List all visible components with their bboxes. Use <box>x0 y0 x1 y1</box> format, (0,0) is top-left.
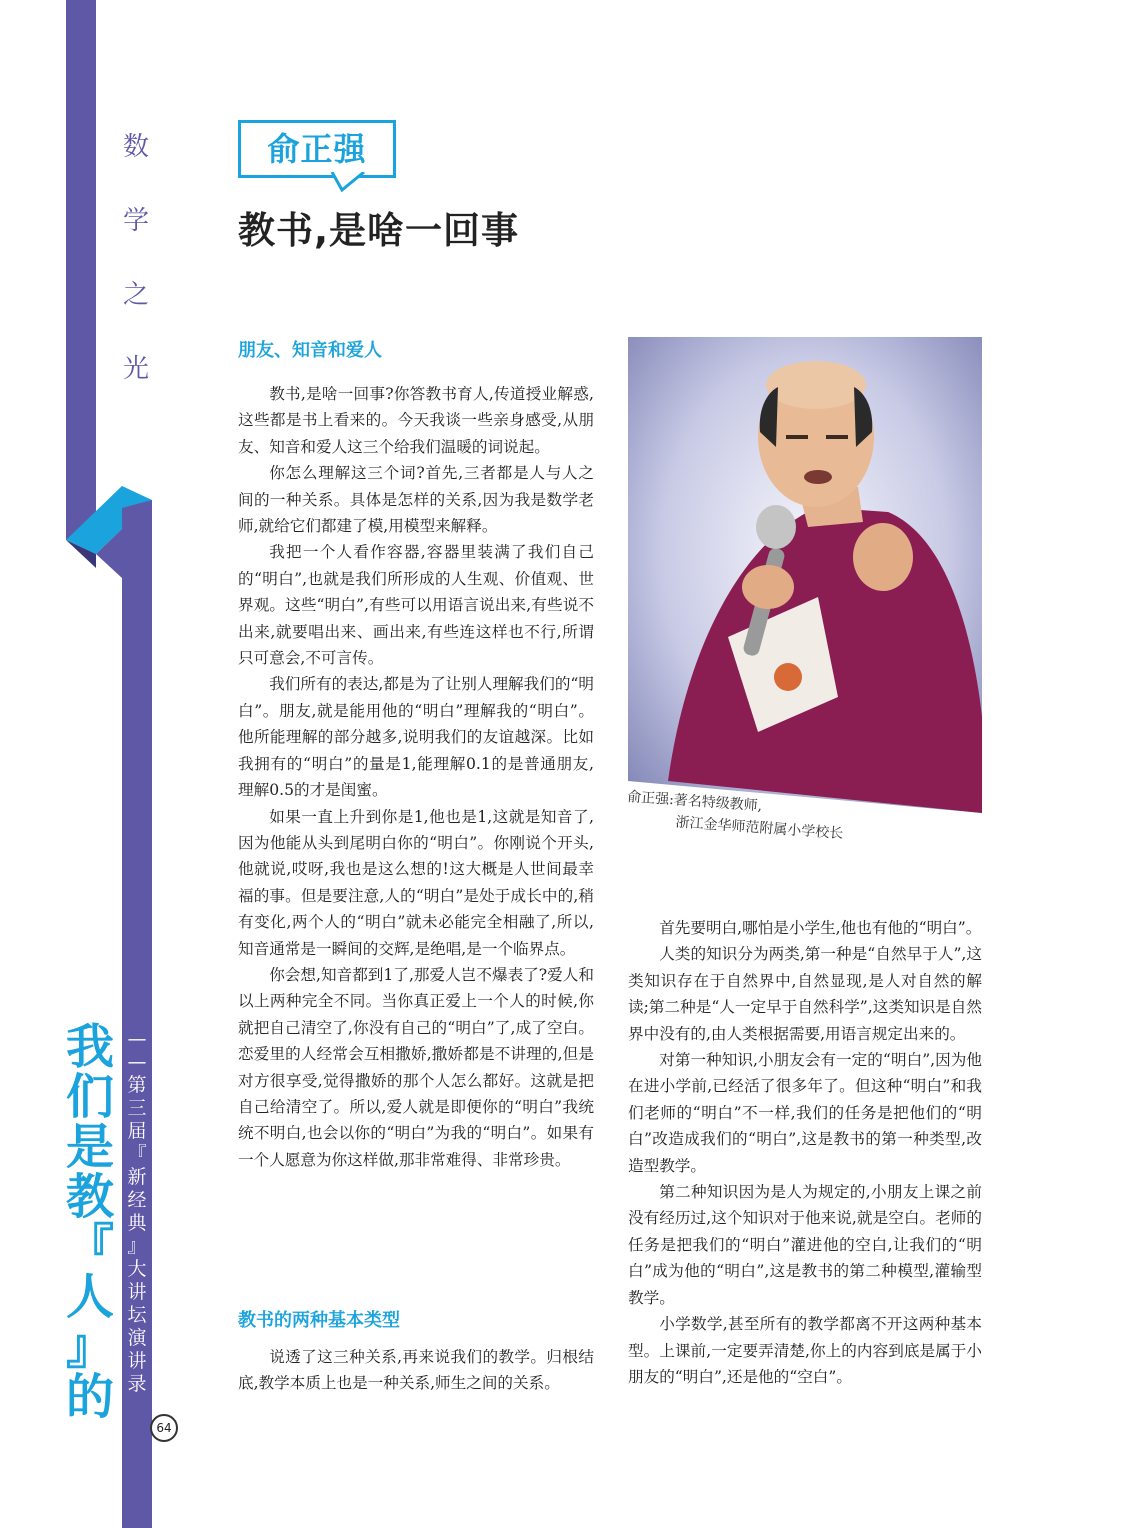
column-big-title <box>62 1019 118 1425</box>
section-heading: 教书的两种基本类型 <box>238 1310 400 1331</box>
subtitle-char: 经 <box>127 1189 147 1211</box>
speech-bubble-tail-icon <box>330 172 370 192</box>
subtitle-char: 演 <box>127 1327 147 1349</box>
subtitle-char: 典 <box>127 1212 147 1234</box>
speaker-name-box: 俞正强 <box>238 120 396 178</box>
series-char: 数 <box>122 132 149 162</box>
page-number: 64 <box>150 1414 178 1442</box>
big-title-char: 『 <box>65 1219 114 1275</box>
series-title <box>118 110 154 406</box>
subtitle-char: 届 <box>127 1120 147 1142</box>
big-title-char: 』 <box>65 1319 114 1375</box>
subtitle-char: 大 <box>127 1258 147 1280</box>
paragraph: 说透了这三种关系,再来说我们的教学。归根结底,教学本质上也是一种关系,师生之间的关系。 <box>238 1348 594 1393</box>
series-char: 光 <box>122 354 149 384</box>
paragraph: 如果一直上升到你是1,他也是1,这就是知音了,因为他能从头到尾明白你的“明白”。你刚说个开头,他就说,哎呀,我也是这么想的!这大概是人世间最幸福的事。但是要注意,人的“明白”是处于成长中的,稍有变化,两个人的“明白”就未必能完全相融了,所以,知音通常是一瞬间的交辉,是绝唱,是一个临界点。 <box>238 807 594 958</box>
series-char: 学 <box>122 206 149 236</box>
speaker-photo <box>628 337 982 813</box>
paragraph: 教书,是啥一回事?你答教书育人,传道授业解惑,这些都是书上看来的。今天我谈一些亲身感受,从朋友、知音和爱人这三个给我们温暖的词说起。 <box>238 385 594 456</box>
big-title-char: 是 <box>65 1119 114 1175</box>
article-right-column <box>628 915 982 1390</box>
big-title-char: 人 <box>65 1269 114 1325</box>
ribbon-fold-decoration <box>60 478 156 578</box>
subtitle-char: 三 <box>127 1097 147 1119</box>
subtitle-char: 讲 <box>127 1281 147 1303</box>
caption-line: 俞正强:著名特级教师, <box>626 788 763 815</box>
paragraph: 我把一个人看作容器,容器里装满了我们自己的“明白”,也就是我们所形成的人生观、价值观、世界观。这些“明白”,有些可以用语言说出来,有些说不出来,就要唱出来、画出来,有些连这样也不行,所谓只可意会,不可言传。 <box>238 543 594 668</box>
column-subtitle <box>124 1028 150 1396</box>
sidebar-bar-top <box>66 0 96 540</box>
section-heading: 朋友、知音和爱人 <box>238 340 382 361</box>
subtitle-char: — <box>127 1028 147 1050</box>
paragraph: 对第一种知识,小朋友会有一定的“明白”,因为他在进小学前,已经活了很多年了。但这种“明白”和我们老师的“明白”不一样,我们的任务是把他们的“明白”改造成我们的“明白”,这是教书的第一种类型,改造型教学。 <box>628 1051 982 1175</box>
subtitle-char: 』 <box>127 1235 147 1257</box>
big-title-char: 教 <box>65 1169 114 1225</box>
subtitle-char: 『 <box>127 1143 147 1165</box>
series-char: 之 <box>122 280 149 310</box>
subtitle-char: — <box>127 1051 147 1073</box>
big-title-char: 们 <box>65 1069 114 1125</box>
paragraph: 小学数学,甚至所有的教学都离不开这两种基本型。上课前,一定要弄清楚,你上的内容到底是属于小朋友的“明白”,还是他的“空白”。 <box>628 1315 982 1386</box>
caption-line: 浙江金华师范附属小学校长 <box>675 814 844 843</box>
page-title: 教书,是啥一回事 <box>238 209 520 252</box>
subtitle-char: 新 <box>127 1166 147 1188</box>
subtitle-char: 第 <box>127 1074 147 1096</box>
subtitle-char: 坛 <box>127 1304 147 1326</box>
paragraph: 你会想,知音都到1了,那爱人岂不爆表了?爱人和以上两种完全不同。当你真正爱上一个人的时候,你就把自己清空了,你没有自己的“明白”了,成了空白。恋爱里的人经常会互相撒娇,撒娇都是不讲理的,但是对方很享受,觉得撒娇的那个人怎么都好。这就是把自己给清空了。所以,爱人就是即便你的“明白”我统统不明白,也会以你的“明白”为我的“明白”。如果有一个人愿意为你这样做,那非常难得、非常珍贵。 <box>238 965 594 1169</box>
paragraph: 首先要明白,哪怕是小学生,他也有他的“明白”。 <box>659 919 982 937</box>
paragraph: 我们所有的表达,都是为了让别人理解我们的“明白”。朋友,就是能用他的“明白”理解我的“明白”。他所能理解的部分越多,说明我们的友谊越深。比如我拥有的“明白”的量是1,能理解0.1的是普通朋友,理解0.5的才是闺蜜。 <box>238 675 594 800</box>
big-title-char: 的 <box>65 1369 114 1425</box>
paragraph: 你怎么理解这三个词?首先,三者都是人与人之间的一种关系。具体是怎样的关系,因为我是数学老师,就给它们都建了模,用模型来解释。 <box>238 464 594 536</box>
big-title-char: 我 <box>65 1019 114 1075</box>
article-left-column <box>238 381 594 1173</box>
paragraph: 第二种知识因为是人为规定的,小朋友上课之前没有经历过,这个知识对于他来说,就是空白。老师的任务是把我们的“明白”灌进他的空白,让我们的“明白”成为他的“明白”,这是教书的第二种模型,灌输型教学。 <box>628 1183 982 1307</box>
subtitle-char: 讲 <box>127 1350 147 1372</box>
paragraph: 人类的知识分为两类,第一种是“自然早于人”,这类知识存在于自然界中,自然显现,是人对自然的解读;第二种是“人一定早于自然科学”,这类知识是自然界中没有的,由人类根据需要,用语言规定出来的。 <box>628 945 982 1043</box>
article-left-column-bottom <box>238 1344 594 1397</box>
subtitle-char: 录 <box>127 1373 147 1395</box>
